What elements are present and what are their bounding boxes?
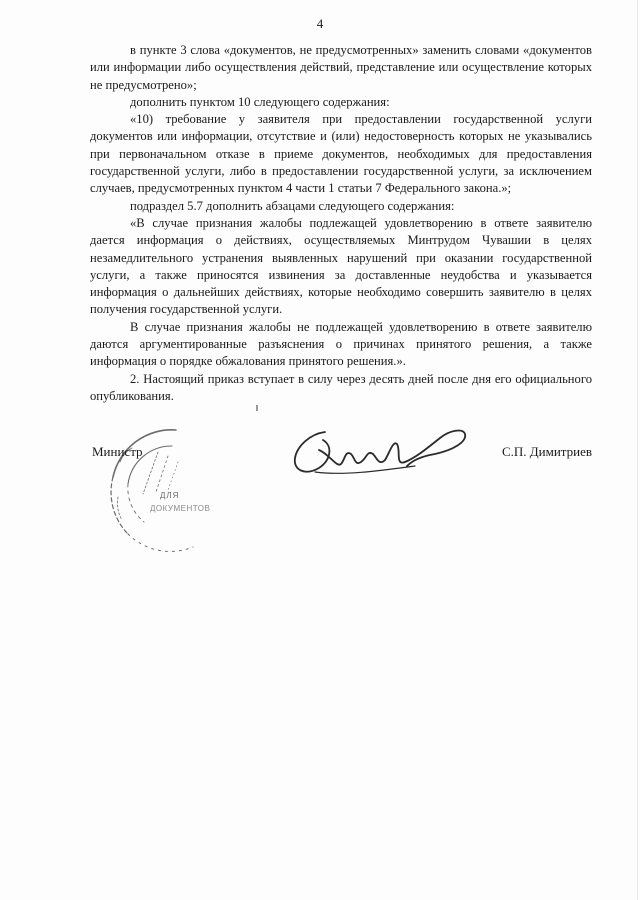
handwritten-signature <box>285 420 475 495</box>
signature-block <box>0 420 640 560</box>
paragraph-add-item10: дополнить пунктом 10 следующего содержания: <box>130 94 390 109</box>
scan-mark <box>256 405 258 411</box>
official-stamp <box>98 422 228 562</box>
paragraph-effective-date: 2. Настоящий приказ вступает в силу через десять дней после дня его официального опубликования. <box>90 371 592 403</box>
paragraph-complaint-rejected: В случае признания жалобы не подлежащей удовлетворению в ответе заявителю даются аргументированные разъяснения о причинах принятого решения, а также информация о порядке обжалования принятого решения.». <box>90 319 592 369</box>
signer-name: С.П. Димитриев <box>501 444 592 459</box>
page-edge-line <box>637 0 638 900</box>
paragraph-item10-content: «10) требование у заявителя при предоставлении государственной услуги документов или информации, отсутствие и (или) недостоверность которых не указывались при первоначальном отказе в приеме документов, необходимых для предоставления государственной услуги, либо в предоставлении государственной услуги, за исключением случаев, предусмотренных пунктом 4 части 1 статьи 7 Федерального закона.»; <box>90 112 592 196</box>
document-body <box>90 42 592 405</box>
paragraph-subsection-5-7: подраздел 5.7 дополнить абзацами следующего содержания: <box>130 198 455 213</box>
paragraph-complaint-satisfied: «В случае признания жалобы подлежащей удовлетворению в ответе заявителю дается информация о действиях, осуществляемых Минтрудом Чувашии в целях незамедлительного устранения выявленных нарушений при оказании государственной услуги, а также приносятся извинения за доставленные неудобства и указывается информация о дальнейших действиях, которые необходимо совершить заявителю в целях получения государственной услуги. <box>90 215 592 317</box>
stamp-word-1: ДЛЯ <box>160 491 180 500</box>
stamp-word-2: ДОКУМЕНТОВ <box>150 504 211 513</box>
paragraph-item3-replacement: в пункте 3 слова «документов, не предусмотренных» заменить словами «документов или информации либо осуществления действий, представление или осуществление которых не предусмотрено»; <box>90 43 592 92</box>
page-number: 4 <box>316 16 324 31</box>
minister-label: Министр <box>92 444 143 459</box>
